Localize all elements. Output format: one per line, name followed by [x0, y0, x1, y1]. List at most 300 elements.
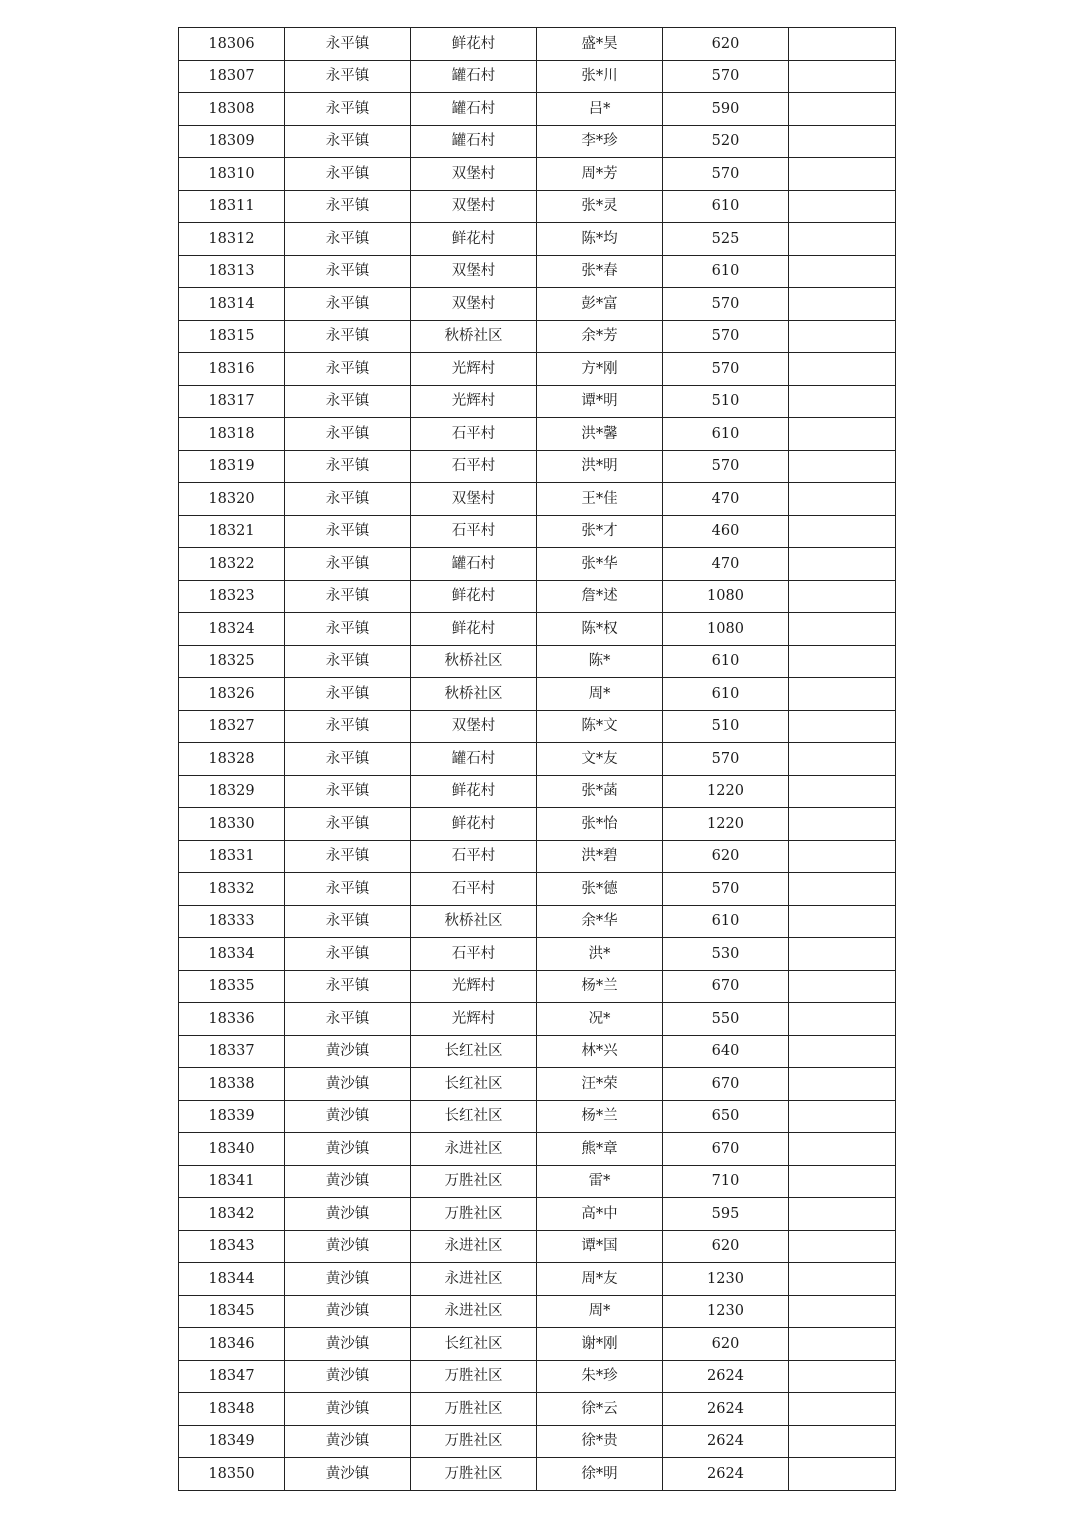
village-cell: 双堡村	[411, 710, 537, 743]
note-cell	[789, 808, 896, 841]
town-cell: 黄沙镇	[285, 1458, 411, 1491]
village-cell: 光辉村	[411, 353, 537, 386]
name-cell: 詹*述	[537, 580, 663, 613]
serial-number-cell: 18329	[179, 775, 285, 808]
amount-cell: 570	[663, 353, 789, 386]
table-row	[179, 60, 896, 93]
village-cell: 罐石村	[411, 60, 537, 93]
village-cell: 光辉村	[411, 385, 537, 418]
amount-cell: 590	[663, 93, 789, 126]
serial-number-cell: 18336	[179, 1003, 285, 1036]
note-cell	[789, 678, 896, 711]
note-cell	[789, 1133, 896, 1166]
serial-number-cell: 18342	[179, 1198, 285, 1231]
town-cell: 永平镇	[285, 93, 411, 126]
name-cell: 方*刚	[537, 353, 663, 386]
town-cell: 黄沙镇	[285, 1165, 411, 1198]
note-cell	[789, 190, 896, 223]
table-row	[179, 645, 896, 678]
town-cell: 永平镇	[285, 158, 411, 191]
table-row	[179, 1328, 896, 1361]
serial-number-cell: 18345	[179, 1295, 285, 1328]
village-cell: 永进社区	[411, 1263, 537, 1296]
amount-cell: 1230	[663, 1263, 789, 1296]
name-cell: 高*中	[537, 1198, 663, 1231]
amount-cell: 570	[663, 158, 789, 191]
town-cell: 永平镇	[285, 190, 411, 223]
village-cell: 鲜花村	[411, 808, 537, 841]
table-row	[179, 1198, 896, 1231]
village-cell: 罐石村	[411, 548, 537, 581]
village-cell: 秋桥社区	[411, 678, 537, 711]
serial-number-cell: 18308	[179, 93, 285, 126]
town-cell: 黄沙镇	[285, 1360, 411, 1393]
serial-number-cell: 18324	[179, 613, 285, 646]
amount-cell: 620	[663, 1328, 789, 1361]
name-cell: 张*华	[537, 548, 663, 581]
table-row	[179, 710, 896, 743]
note-cell	[789, 1458, 896, 1491]
village-cell: 秋桥社区	[411, 645, 537, 678]
village-cell: 罐石村	[411, 93, 537, 126]
amount-cell: 650	[663, 1100, 789, 1133]
name-cell: 况*	[537, 1003, 663, 1036]
serial-number-cell: 18339	[179, 1100, 285, 1133]
town-cell: 永平镇	[285, 288, 411, 321]
amount-cell: 1230	[663, 1295, 789, 1328]
name-cell: 周*	[537, 678, 663, 711]
town-cell: 永平镇	[285, 223, 411, 256]
table-row	[179, 775, 896, 808]
name-cell: 徐*云	[537, 1393, 663, 1426]
amount-cell: 470	[663, 548, 789, 581]
village-cell: 万胜社区	[411, 1458, 537, 1491]
note-cell	[789, 840, 896, 873]
name-cell: 余*华	[537, 905, 663, 938]
name-cell: 洪*明	[537, 450, 663, 483]
village-cell: 双堡村	[411, 288, 537, 321]
note-cell	[789, 613, 896, 646]
amount-cell: 595	[663, 1198, 789, 1231]
table-row	[179, 418, 896, 451]
table-row	[179, 385, 896, 418]
village-cell: 万胜社区	[411, 1165, 537, 1198]
town-cell: 永平镇	[285, 710, 411, 743]
note-cell	[789, 905, 896, 938]
amount-cell: 2624	[663, 1393, 789, 1426]
serial-number-cell: 18318	[179, 418, 285, 451]
serial-number-cell: 18314	[179, 288, 285, 321]
town-cell: 黄沙镇	[285, 1100, 411, 1133]
roster-table	[178, 27, 896, 1491]
town-cell: 永平镇	[285, 483, 411, 516]
serial-number-cell: 18310	[179, 158, 285, 191]
table-row	[179, 1003, 896, 1036]
note-cell	[789, 515, 896, 548]
table-row	[179, 1035, 896, 1068]
table-row	[179, 1133, 896, 1166]
serial-number-cell: 18326	[179, 678, 285, 711]
serial-number-cell: 18321	[179, 515, 285, 548]
table-row	[179, 320, 896, 353]
amount-cell: 610	[663, 190, 789, 223]
village-cell: 长红社区	[411, 1068, 537, 1101]
note-cell	[789, 483, 896, 516]
note-cell	[789, 1100, 896, 1133]
name-cell: 雷*	[537, 1165, 663, 1198]
town-cell: 黄沙镇	[285, 1295, 411, 1328]
note-cell	[789, 548, 896, 581]
table-row	[179, 743, 896, 776]
town-cell: 永平镇	[285, 385, 411, 418]
note-cell	[789, 1068, 896, 1101]
name-cell: 洪*	[537, 938, 663, 971]
note-cell	[789, 938, 896, 971]
serial-number-cell: 18313	[179, 255, 285, 288]
village-cell: 万胜社区	[411, 1360, 537, 1393]
amount-cell: 570	[663, 873, 789, 906]
name-cell: 王*佳	[537, 483, 663, 516]
town-cell: 永平镇	[285, 775, 411, 808]
town-cell: 永平镇	[285, 873, 411, 906]
amount-cell: 710	[663, 1165, 789, 1198]
name-cell: 徐*明	[537, 1458, 663, 1491]
serial-number-cell: 18325	[179, 645, 285, 678]
serial-number-cell: 18317	[179, 385, 285, 418]
village-cell: 光辉村	[411, 970, 537, 1003]
village-cell: 双堡村	[411, 190, 537, 223]
amount-cell: 670	[663, 970, 789, 1003]
town-cell: 永平镇	[285, 970, 411, 1003]
serial-number-cell: 18340	[179, 1133, 285, 1166]
village-cell: 石平村	[411, 418, 537, 451]
name-cell: 周*	[537, 1295, 663, 1328]
amount-cell: 570	[663, 60, 789, 93]
town-cell: 黄沙镇	[285, 1035, 411, 1068]
amount-cell: 610	[663, 678, 789, 711]
name-cell: 周*芳	[537, 158, 663, 191]
table-row	[179, 1360, 896, 1393]
serial-number-cell: 18309	[179, 125, 285, 158]
village-cell: 鲜花村	[411, 223, 537, 256]
table-row	[179, 1230, 896, 1263]
amount-cell: 610	[663, 255, 789, 288]
amount-cell: 570	[663, 743, 789, 776]
serial-number-cell: 18332	[179, 873, 285, 906]
note-cell	[789, 353, 896, 386]
table-row	[179, 158, 896, 191]
amount-cell: 1220	[663, 808, 789, 841]
amount-cell: 510	[663, 710, 789, 743]
serial-number-cell: 18349	[179, 1425, 285, 1458]
table-row	[179, 873, 896, 906]
serial-number-cell: 18320	[179, 483, 285, 516]
note-cell	[789, 1360, 896, 1393]
note-cell	[789, 1035, 896, 1068]
town-cell: 黄沙镇	[285, 1230, 411, 1263]
town-cell: 永平镇	[285, 28, 411, 61]
serial-number-cell: 18346	[179, 1328, 285, 1361]
village-cell: 石平村	[411, 938, 537, 971]
town-cell: 黄沙镇	[285, 1198, 411, 1231]
note-cell	[789, 385, 896, 418]
note-cell	[789, 223, 896, 256]
amount-cell: 620	[663, 1230, 789, 1263]
village-cell: 秋桥社区	[411, 905, 537, 938]
town-cell: 黄沙镇	[285, 1068, 411, 1101]
serial-number-cell: 18331	[179, 840, 285, 873]
table-row	[179, 1100, 896, 1133]
amount-cell: 2624	[663, 1360, 789, 1393]
amount-cell: 1080	[663, 580, 789, 613]
serial-number-cell: 18327	[179, 710, 285, 743]
town-cell: 永平镇	[285, 645, 411, 678]
amount-cell: 610	[663, 645, 789, 678]
serial-number-cell: 18307	[179, 60, 285, 93]
table-row	[179, 223, 896, 256]
table-row	[179, 483, 896, 516]
village-cell: 双堡村	[411, 158, 537, 191]
town-cell: 永平镇	[285, 320, 411, 353]
note-cell	[789, 450, 896, 483]
town-cell: 黄沙镇	[285, 1133, 411, 1166]
village-cell: 双堡村	[411, 483, 537, 516]
name-cell: 陈*文	[537, 710, 663, 743]
amount-cell: 525	[663, 223, 789, 256]
town-cell: 永平镇	[285, 1003, 411, 1036]
village-cell: 石平村	[411, 840, 537, 873]
village-cell: 鲜花村	[411, 28, 537, 61]
note-cell	[789, 1425, 896, 1458]
village-cell: 鲜花村	[411, 775, 537, 808]
name-cell: 杨*兰	[537, 1100, 663, 1133]
amount-cell: 570	[663, 288, 789, 321]
name-cell: 谭*明	[537, 385, 663, 418]
name-cell: 谭*国	[537, 1230, 663, 1263]
town-cell: 永平镇	[285, 743, 411, 776]
note-cell	[789, 580, 896, 613]
name-cell: 李*珍	[537, 125, 663, 158]
name-cell: 张*德	[537, 873, 663, 906]
amount-cell: 640	[663, 1035, 789, 1068]
village-cell: 长红社区	[411, 1100, 537, 1133]
table-row	[179, 93, 896, 126]
town-cell: 永平镇	[285, 255, 411, 288]
name-cell: 张*才	[537, 515, 663, 548]
note-cell	[789, 320, 896, 353]
amount-cell: 670	[663, 1133, 789, 1166]
serial-number-cell: 18323	[179, 580, 285, 613]
serial-number-cell: 18333	[179, 905, 285, 938]
table-row	[179, 125, 896, 158]
village-cell: 秋桥社区	[411, 320, 537, 353]
town-cell: 黄沙镇	[285, 1425, 411, 1458]
amount-cell: 460	[663, 515, 789, 548]
name-cell: 张*菡	[537, 775, 663, 808]
village-cell: 万胜社区	[411, 1198, 537, 1231]
note-cell	[789, 1393, 896, 1426]
town-cell: 永平镇	[285, 515, 411, 548]
serial-number-cell: 18311	[179, 190, 285, 223]
amount-cell: 510	[663, 385, 789, 418]
note-cell	[789, 255, 896, 288]
serial-number-cell: 18350	[179, 1458, 285, 1491]
note-cell	[789, 418, 896, 451]
table-row	[179, 808, 896, 841]
town-cell: 永平镇	[285, 613, 411, 646]
name-cell: 陈*均	[537, 223, 663, 256]
town-cell: 永平镇	[285, 125, 411, 158]
serial-number-cell: 18315	[179, 320, 285, 353]
town-cell: 黄沙镇	[285, 1393, 411, 1426]
town-cell: 永平镇	[285, 418, 411, 451]
amount-cell: 1220	[663, 775, 789, 808]
name-cell: 杨*兰	[537, 970, 663, 1003]
note-cell	[789, 28, 896, 61]
town-cell: 永平镇	[285, 678, 411, 711]
table-row	[179, 190, 896, 223]
serial-number-cell: 18334	[179, 938, 285, 971]
serial-number-cell: 18322	[179, 548, 285, 581]
note-cell	[789, 60, 896, 93]
table-row	[179, 1068, 896, 1101]
note-cell	[789, 158, 896, 191]
note-cell	[789, 645, 896, 678]
serial-number-cell: 18328	[179, 743, 285, 776]
note-cell	[789, 710, 896, 743]
table-row	[179, 970, 896, 1003]
town-cell: 永平镇	[285, 808, 411, 841]
serial-number-cell: 18319	[179, 450, 285, 483]
table-row	[179, 515, 896, 548]
note-cell	[789, 873, 896, 906]
amount-cell: 620	[663, 28, 789, 61]
village-cell: 永进社区	[411, 1133, 537, 1166]
note-cell	[789, 1003, 896, 1036]
serial-number-cell: 18347	[179, 1360, 285, 1393]
town-cell: 永平镇	[285, 60, 411, 93]
name-cell: 洪*馨	[537, 418, 663, 451]
name-cell: 盛*昊	[537, 28, 663, 61]
town-cell: 永平镇	[285, 353, 411, 386]
table-row	[179, 678, 896, 711]
village-cell: 鲜花村	[411, 580, 537, 613]
roster-table-body	[179, 28, 896, 1491]
table-row	[179, 580, 896, 613]
table-row	[179, 288, 896, 321]
village-cell: 长红社区	[411, 1035, 537, 1068]
town-cell: 黄沙镇	[285, 1328, 411, 1361]
table-row	[179, 1425, 896, 1458]
village-cell: 石平村	[411, 450, 537, 483]
village-cell: 鲜花村	[411, 613, 537, 646]
town-cell: 永平镇	[285, 840, 411, 873]
town-cell: 黄沙镇	[285, 1263, 411, 1296]
amount-cell: 530	[663, 938, 789, 971]
note-cell	[789, 743, 896, 776]
serial-number-cell: 18348	[179, 1393, 285, 1426]
serial-number-cell: 18337	[179, 1035, 285, 1068]
name-cell: 徐*贵	[537, 1425, 663, 1458]
name-cell: 陈*权	[537, 613, 663, 646]
serial-number-cell: 18335	[179, 970, 285, 1003]
town-cell: 永平镇	[285, 938, 411, 971]
serial-number-cell: 18316	[179, 353, 285, 386]
table-row	[179, 1165, 896, 1198]
village-cell: 罐石村	[411, 743, 537, 776]
table-row	[179, 840, 896, 873]
village-cell: 石平村	[411, 873, 537, 906]
note-cell	[789, 970, 896, 1003]
amount-cell: 470	[663, 483, 789, 516]
serial-number-cell: 18312	[179, 223, 285, 256]
name-cell: 文*友	[537, 743, 663, 776]
name-cell: 吕*	[537, 93, 663, 126]
table-row	[179, 1458, 896, 1491]
note-cell	[789, 125, 896, 158]
note-cell	[789, 1165, 896, 1198]
amount-cell: 610	[663, 418, 789, 451]
serial-number-cell: 18343	[179, 1230, 285, 1263]
village-cell: 永进社区	[411, 1295, 537, 1328]
village-cell: 罐石村	[411, 125, 537, 158]
table-row	[179, 1393, 896, 1426]
note-cell	[789, 775, 896, 808]
town-cell: 永平镇	[285, 450, 411, 483]
serial-number-cell: 18344	[179, 1263, 285, 1296]
note-cell	[789, 1230, 896, 1263]
name-cell: 周*友	[537, 1263, 663, 1296]
town-cell: 永平镇	[285, 548, 411, 581]
note-cell	[789, 93, 896, 126]
name-cell: 张*春	[537, 255, 663, 288]
table-row	[179, 28, 896, 61]
table-row	[179, 1295, 896, 1328]
name-cell: 林*兴	[537, 1035, 663, 1068]
table-row	[179, 613, 896, 646]
amount-cell: 520	[663, 125, 789, 158]
note-cell	[789, 1198, 896, 1231]
serial-number-cell: 18341	[179, 1165, 285, 1198]
table-row	[179, 353, 896, 386]
table-row	[179, 938, 896, 971]
serial-number-cell: 18330	[179, 808, 285, 841]
note-cell	[789, 1295, 896, 1328]
note-cell	[789, 1328, 896, 1361]
name-cell: 彭*富	[537, 288, 663, 321]
note-cell	[789, 288, 896, 321]
name-cell: 朱*珍	[537, 1360, 663, 1393]
amount-cell: 570	[663, 320, 789, 353]
amount-cell: 1080	[663, 613, 789, 646]
table-row	[179, 450, 896, 483]
serial-number-cell: 18306	[179, 28, 285, 61]
village-cell: 永进社区	[411, 1230, 537, 1263]
name-cell: 谢*刚	[537, 1328, 663, 1361]
table-row	[179, 1263, 896, 1296]
amount-cell: 570	[663, 450, 789, 483]
note-cell	[789, 1263, 896, 1296]
village-cell: 万胜社区	[411, 1393, 537, 1426]
name-cell: 张*怡	[537, 808, 663, 841]
amount-cell: 670	[663, 1068, 789, 1101]
amount-cell: 2624	[663, 1425, 789, 1458]
amount-cell: 620	[663, 840, 789, 873]
village-cell: 双堡村	[411, 255, 537, 288]
name-cell: 汪*荣	[537, 1068, 663, 1101]
village-cell: 长红社区	[411, 1328, 537, 1361]
town-cell: 永平镇	[285, 580, 411, 613]
